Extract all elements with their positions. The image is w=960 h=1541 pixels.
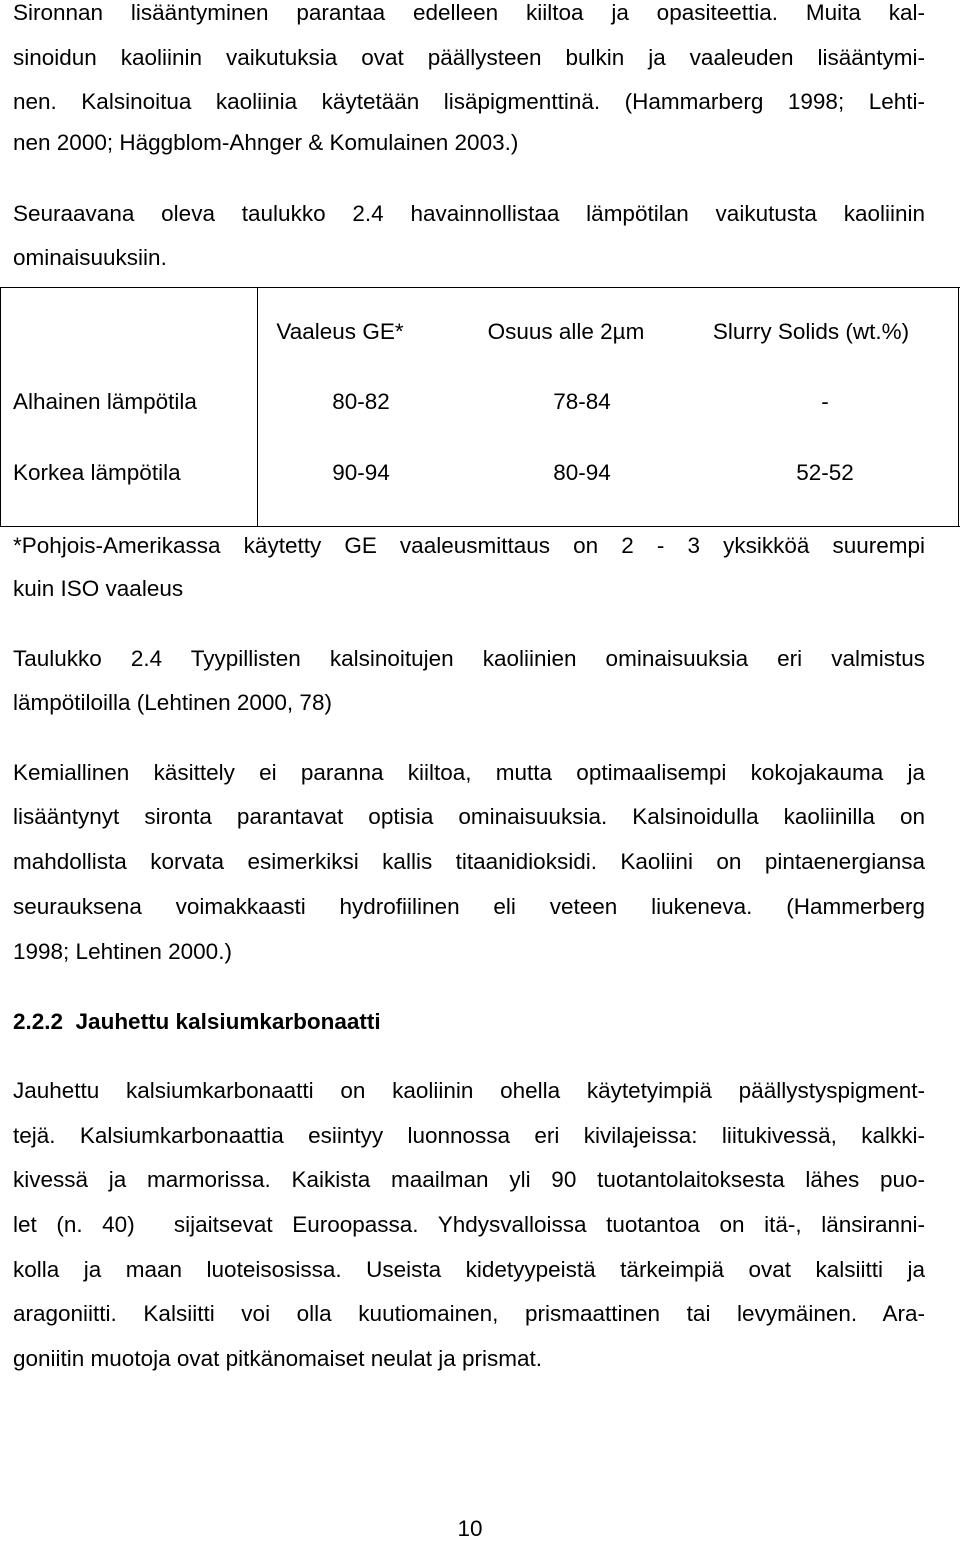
text-line: Kemiallinen käsittely ei paranna kiiltoa, mutta optimaalisempi kokojakauma ja [13,760,925,785]
text-line: *Pohjois-Amerikassa käytetty GE vaaleusmittaus on 2 - 3 yksikköä suurempi [13,533,925,558]
table-row-label: Alhainen lämpötila [13,389,197,414]
text-line: ominaisuuksiin. [13,245,167,270]
text-line: aragoniitti. Kalsiitti voi olla kuutiomainen, prismaattinen tai levymäinen. Ara- [13,1301,925,1326]
section-heading: 2.2.2 Jauhettu kalsiumkarbonaatti [13,1009,381,1034]
text-line: kolla ja maan luoteisosissa. Useista kidetyypeistä tärkeimpiä ovat kalsiitti ja [13,1257,925,1282]
table-cell: 80-94 [553,460,611,485]
table-header: Osuus alle 2µm [487,319,645,344]
table-cell: 80-82 [332,389,390,414]
table-cell: 52-52 [796,460,854,485]
text-line: let (n. 40) sijaitsevat Euroopassa. Yhdysvalloissa tuotantoa on itä-, länsiranni- [13,1212,925,1237]
text-line: Jauhettu kalsiumkarbonaatti on kaoliinin ohella käytetyimpiä päällystyspigment- [13,1078,925,1103]
text-line: nen. Kalsinoitua kaoliinia käytetään lisäpigmenttinä. (Hammarberg 1998; Lehti- [13,89,925,114]
text-line: lisääntynyt sironta parantavat optisia ominaisuuksia. Kalsinoidulla kaoliinilla on [13,804,925,829]
page-number: 10 [457,1516,483,1541]
text-line: seurauksena voimakkaasti hydrofiilinen eli veteen liukeneva. (Hammerberg [13,894,925,919]
table-header: Vaaleus GE* [276,319,404,344]
text-line: kivessä ja marmorissa. Kaikista maailman yli 90 tuotantolaitoksesta lähes puo- [13,1167,925,1192]
text-line: goniitin muotoja ovat pitkänomaiset neulat ja prismat. [13,1346,543,1371]
text-line: nen 2000; Häggblom-Ahnger & Komulainen 2003.) [13,130,519,155]
text-line: Seuraavana oleva taulukko 2.4 havainnollistaa lämpötilan vaikutusta kaoliinin [13,201,925,226]
text-line: 1998; Lehtinen 2000.) [13,939,232,964]
text-line: Taulukko 2.4 Tyypillisten kalsinoitujen kaoliinien ominaisuuksia eri valmistus [13,646,925,671]
table-header: Slurry Solids (wt.%) [712,319,910,344]
text-line: mahdollista korvata esimerkiksi kallis titaanidioksidi. Kaoliini on pintaenergiansa [13,849,925,874]
text-line: Sironnan lisääntyminen parantaa edelleen kiiltoa ja opasiteettia. Muita kal- [13,0,925,25]
table-cell: 90-94 [332,460,390,485]
text-line: tejä. Kalsiumkarbonaattia esiintyy luonnossa eri kivilajeissa: liitukivessä, kalkki- [13,1123,925,1148]
properties-table [0,287,960,527]
table-cell: 78-84 [553,389,611,414]
table-row-label: Korkea lämpötila [13,460,181,485]
table-cell: - [821,389,829,414]
text-line: sinoidun kaoliinin vaikutuksia ovat päällysteen bulkin ja vaaleuden lisääntymi- [13,45,925,70]
text-line: lämpötiloilla (Lehtinen 2000, 78) [13,690,332,715]
text-line: kuin ISO vaaleus [13,576,184,601]
